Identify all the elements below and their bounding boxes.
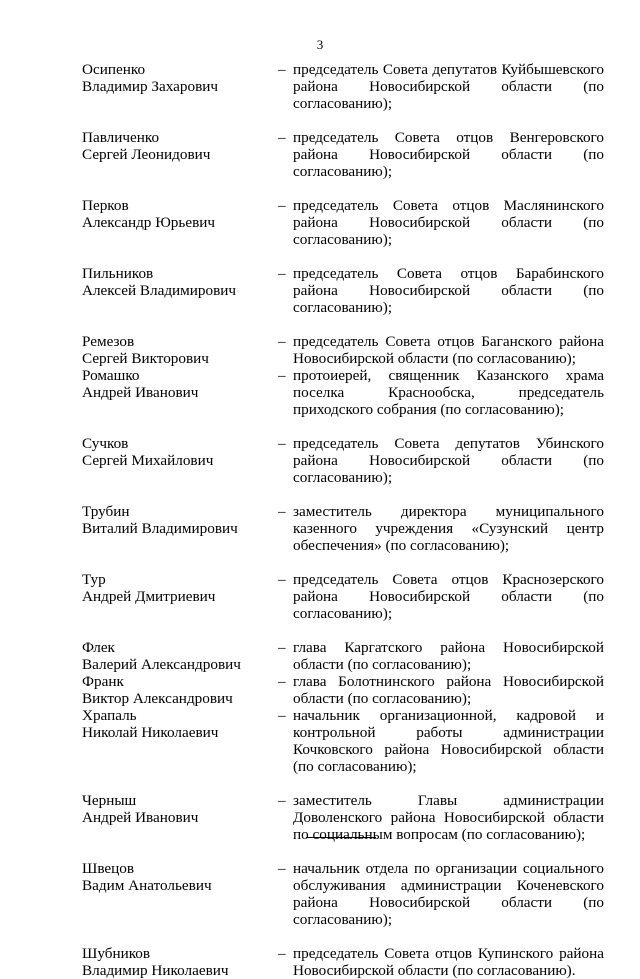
member-entry [82, 945, 604, 979]
dash-separator: – [278, 673, 286, 690]
dash-separator: – [278, 571, 286, 588]
dash-separator: – [278, 503, 286, 520]
dash-separator: – [278, 435, 286, 452]
member-entry [82, 707, 604, 775]
member-name [82, 673, 278, 707]
member-surname: Осипенко [82, 61, 146, 78]
member-role: начальник отдела по организации социального обслуживания администрации Коченевского района Новосибирской области (по согласованию); [293, 860, 604, 928]
member-role: председатель Совета отцов Краснозерского района Новосибирской области (по согласованию); [293, 571, 604, 622]
member-name [82, 129, 278, 180]
member-role: протоиерей, священник Казанского храма поселка Краснообска, председатель приходского собрания (по согласованию); [293, 367, 604, 418]
member-role: председатель Совета отцов Маслянинского района Новосибирской области (по согласованию); [293, 197, 604, 248]
member-name [82, 792, 278, 843]
member-role: заместитель директора муниципального казенного учреждения «Сузунский центр обеспечения» (по согласованию); [293, 503, 604, 554]
member-entry [82, 571, 604, 622]
member-name [82, 707, 278, 775]
member-role: председатель Совета депутатов Куйбышевского района Новосибирской области (по согласованию); [293, 61, 604, 112]
dash-separator: – [278, 945, 286, 962]
member-given-names: Сергей Михайлович [82, 452, 214, 469]
member-surname: Храпаль [82, 707, 137, 724]
dash-separator: – [278, 333, 286, 350]
footer-divider [306, 837, 376, 838]
member-entry [82, 265, 604, 316]
member-given-names: Сергей Леонидович [82, 146, 211, 163]
member-surname: Трубин [82, 503, 130, 520]
member-surname: Пильников [82, 265, 154, 282]
member-role: председатель Совета отцов Купинского района Новосибирской области (по согласованию). [293, 945, 604, 979]
member-surname: Ромашко [82, 367, 140, 384]
member-entry [82, 61, 604, 112]
member-list [82, 61, 604, 979]
member-role: председатель Совета отцов Венгеровского района Новосибирской области (по согласованию); [293, 129, 604, 180]
member-entry [82, 129, 604, 180]
dash-separator: – [278, 367, 286, 384]
member-role: глава Каргатского района Новосибирской области (по согласованию); [293, 639, 604, 673]
page-number: 3 [316, 37, 324, 52]
member-surname: Черныш [82, 792, 137, 809]
member-name [82, 639, 278, 673]
member-entry [82, 197, 604, 248]
dash-separator: – [278, 129, 286, 146]
member-surname: Ремезов [82, 333, 135, 350]
member-given-names: Андрей Дмитриевич [82, 588, 216, 605]
member-name [82, 435, 278, 486]
member-name [82, 503, 278, 554]
member-name [82, 945, 278, 979]
member-name [82, 860, 278, 928]
member-given-names: Владимир Николаевич [82, 962, 229, 979]
member-role: председатель Совета депутатов Убинского района Новосибирской области (по согласованию); [293, 435, 604, 486]
member-role: заместитель Главы администрации Доволенского района Новосибирской области по социальным вопросам (по согласованию); [293, 792, 604, 843]
dash-separator: – [278, 61, 286, 78]
member-given-names: Алексей Владимирович [82, 282, 237, 299]
dash-separator: – [278, 707, 286, 724]
member-given-names: Валерий Александрович [82, 656, 241, 673]
dash-separator: – [278, 197, 286, 214]
member-entry [82, 435, 604, 486]
member-name [82, 61, 278, 112]
member-entry [82, 503, 604, 554]
member-surname: Швецов [82, 860, 135, 877]
member-name [82, 197, 278, 248]
member-given-names: Виктор Александрович [82, 690, 233, 707]
member-role: председатель Совета отцов Барабинского района Новосибирской области (по согласованию); [293, 265, 604, 316]
member-entry [82, 673, 604, 707]
member-given-names: Виталий Владимирович [82, 520, 238, 537]
member-name [82, 571, 278, 622]
member-name [82, 265, 278, 316]
dash-separator: – [278, 639, 286, 656]
member-name [82, 367, 278, 418]
member-role: глава Болотнинского района Новосибирской области (по согласованию); [293, 673, 604, 707]
member-surname: Тур [82, 571, 106, 588]
member-role: председатель Совета отцов Баганского района Новосибирской области (по согласованию); [293, 333, 604, 367]
member-surname: Перков [82, 197, 129, 214]
member-surname: Шубников [82, 945, 151, 962]
member-given-names: Сергей Викторович [82, 350, 209, 367]
member-entry [82, 367, 604, 418]
member-given-names: Владимир Захарович [82, 78, 219, 95]
member-given-names: Андрей Иванович [82, 809, 199, 826]
dash-separator: – [278, 265, 286, 282]
dash-separator: – [278, 860, 286, 877]
member-surname: Сучков [82, 435, 129, 452]
member-entry [82, 639, 604, 673]
member-given-names: Александр Юрьевич [82, 214, 216, 231]
member-role: начальник организационной, кадровой и контрольной работы администрации Кочковского района Новосибирской области (по согласованию); [293, 707, 604, 775]
member-given-names: Вадим Анатольевич [82, 877, 212, 894]
member-given-names: Андрей Иванович [82, 384, 199, 401]
member-entry [82, 792, 604, 843]
member-entry [82, 333, 604, 367]
member-surname: Франк [82, 673, 124, 690]
member-name [82, 333, 278, 367]
member-surname: Павличенко [82, 129, 160, 146]
member-given-names: Николай Николаевич [82, 724, 219, 741]
member-entry [82, 860, 604, 928]
dash-separator: – [278, 792, 286, 809]
member-surname: Флек [82, 639, 115, 656]
